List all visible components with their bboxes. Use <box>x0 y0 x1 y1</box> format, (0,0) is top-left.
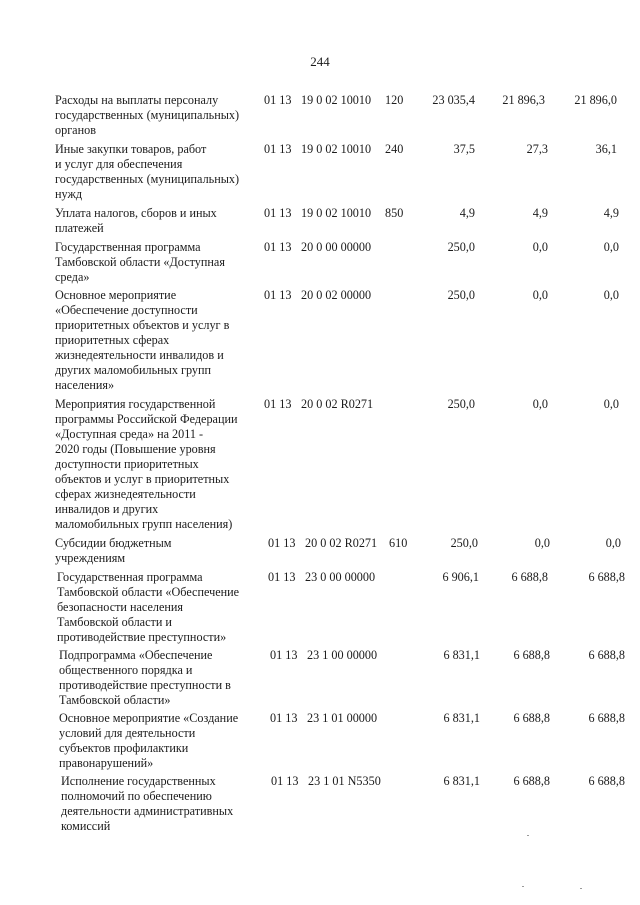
row-value-2: 6 688,8 <box>513 648 550 662</box>
page-number: 244 <box>310 54 330 69</box>
table-row <box>0 206 640 235</box>
row-value-2: 0,0 <box>532 240 548 254</box>
row-name: Основное мероприятие «Создание условий для деятельности субъектов профилактики правонарушений» <box>59 711 239 770</box>
row-article: 19 0 02 10010 <box>301 142 372 156</box>
row-value-3: 4,9 <box>603 206 619 220</box>
row-value-1: 250,0 <box>450 536 478 550</box>
row-value-1: 6 831,1 <box>443 711 480 725</box>
row-value-2: 6 688,8 <box>511 570 548 584</box>
row-expense-type: 120 <box>385 93 404 107</box>
row-article: 20 0 02 R0271 <box>305 536 378 550</box>
row-name: Исполнение государственных полномочий по обеспечению деятельности административных комиссий <box>61 774 234 833</box>
row-value-3: 6 688,8 <box>588 774 625 788</box>
table-row <box>0 774 640 833</box>
row-article: 23 1 01 00000 <box>307 711 378 725</box>
table-row <box>0 397 640 531</box>
scan-speck <box>522 886 524 887</box>
scan-speck <box>580 888 582 889</box>
table-row <box>0 288 640 392</box>
table-row <box>0 711 640 770</box>
row-value-1: 250,0 <box>447 240 475 254</box>
row-section: 01 13 <box>264 206 292 220</box>
row-value-3: 36,1 <box>595 142 617 156</box>
row-section: 01 13 <box>270 711 298 725</box>
row-value-2: 0,0 <box>532 288 548 302</box>
row-value-2: 4,9 <box>532 206 548 220</box>
row-value-3: 0,0 <box>605 536 621 550</box>
row-section: 01 13 <box>264 397 292 411</box>
row-value-2: 27,3 <box>526 142 548 156</box>
row-value-3: 6 688,8 <box>588 570 625 584</box>
row-value-1: 250,0 <box>447 288 475 302</box>
row-section: 01 13 <box>268 570 296 584</box>
row-section: 01 13 <box>270 648 298 662</box>
row-value-2: 0,0 <box>532 397 548 411</box>
table-row <box>0 93 640 137</box>
table-row <box>0 240 640 284</box>
row-name: Подпрограмма «Обеспечение общественного порядка и противодействие преступности в Тамбовской области» <box>59 648 231 707</box>
row-section: 01 13 <box>268 536 296 550</box>
table-row <box>0 142 640 201</box>
row-value-3: 0,0 <box>603 240 619 254</box>
row-value-1: 23 035,4 <box>432 93 475 107</box>
row-value-2: 6 688,8 <box>513 774 550 788</box>
row-value-1: 250,0 <box>447 397 475 411</box>
row-value-2: 6 688,8 <box>513 711 550 725</box>
row-name: Уплата налогов, сборов и иных платежей <box>55 206 217 235</box>
row-section: 01 13 <box>264 93 292 107</box>
row-value-3: 0,0 <box>603 397 619 411</box>
row-value-1: 4,9 <box>459 206 475 220</box>
table-row <box>0 536 640 565</box>
row-name: Государственная программа Тамбовской области «Обеспечение безопасности населения Тамбовской области и противодействие преступности» <box>57 570 240 644</box>
row-name: Мероприятия государственной программы Российской Федерации «Доступная среда» на 2011 - 2020 годы (Повышение уровня доступности приоритетных объектов и услуг в приоритетных сферах жизнедеятельности инвалидов и других маломобильных групп населения) <box>55 397 238 531</box>
row-article: 20 0 00 00000 <box>301 240 372 254</box>
row-value-3: 6 688,8 <box>588 648 625 662</box>
row-expense-type: 240 <box>385 142 404 156</box>
row-value-1: 6 831,1 <box>443 648 480 662</box>
row-article: 20 0 02 00000 <box>301 288 372 302</box>
row-name: Государственная программа Тамбовской области «Доступная среда» <box>55 240 225 284</box>
row-name: Иные закупки товаров, работ и услуг для обеспечения государственных (муниципальных) нужд <box>55 142 240 201</box>
row-article: 19 0 02 10010 <box>301 206 372 220</box>
scan-speck <box>527 835 529 836</box>
row-section: 01 13 <box>264 142 292 156</box>
row-value-1: 37,5 <box>453 142 475 156</box>
row-article: 19 0 02 10010 <box>301 93 372 107</box>
table-row <box>0 648 640 707</box>
row-section: 01 13 <box>271 774 299 788</box>
row-name: Расходы на выплаты персоналу государственных (муниципальных) органов <box>55 93 240 137</box>
row-expense-type: 850 <box>385 206 404 220</box>
row-expense-type: 610 <box>389 536 408 550</box>
row-section: 01 13 <box>264 288 292 302</box>
row-article: 23 1 00 00000 <box>307 648 378 662</box>
row-value-1: 6 831,1 <box>443 774 480 788</box>
row-section: 01 13 <box>264 240 292 254</box>
table-row <box>0 570 640 644</box>
row-article: 23 0 00 00000 <box>305 570 376 584</box>
row-value-3: 0,0 <box>603 288 619 302</box>
row-value-2: 0,0 <box>534 536 550 550</box>
row-value-3: 21 896,0 <box>574 93 617 107</box>
row-name: Субсидии бюджетным учреждениям <box>55 536 172 565</box>
row-value-3: 6 688,8 <box>588 711 625 725</box>
row-value-1: 6 906,1 <box>442 570 479 584</box>
row-name: Основное мероприятие «Обеспечение доступности приоритетных объектов и услуг в приоритетных сферах жизнедеятельности инвалидов и других маломобильных групп населения» <box>55 288 230 392</box>
row-article: 23 1 01 N5350 <box>308 774 381 788</box>
row-value-2: 21 896,3 <box>502 93 545 107</box>
row-article: 20 0 02 R0271 <box>301 397 374 411</box>
